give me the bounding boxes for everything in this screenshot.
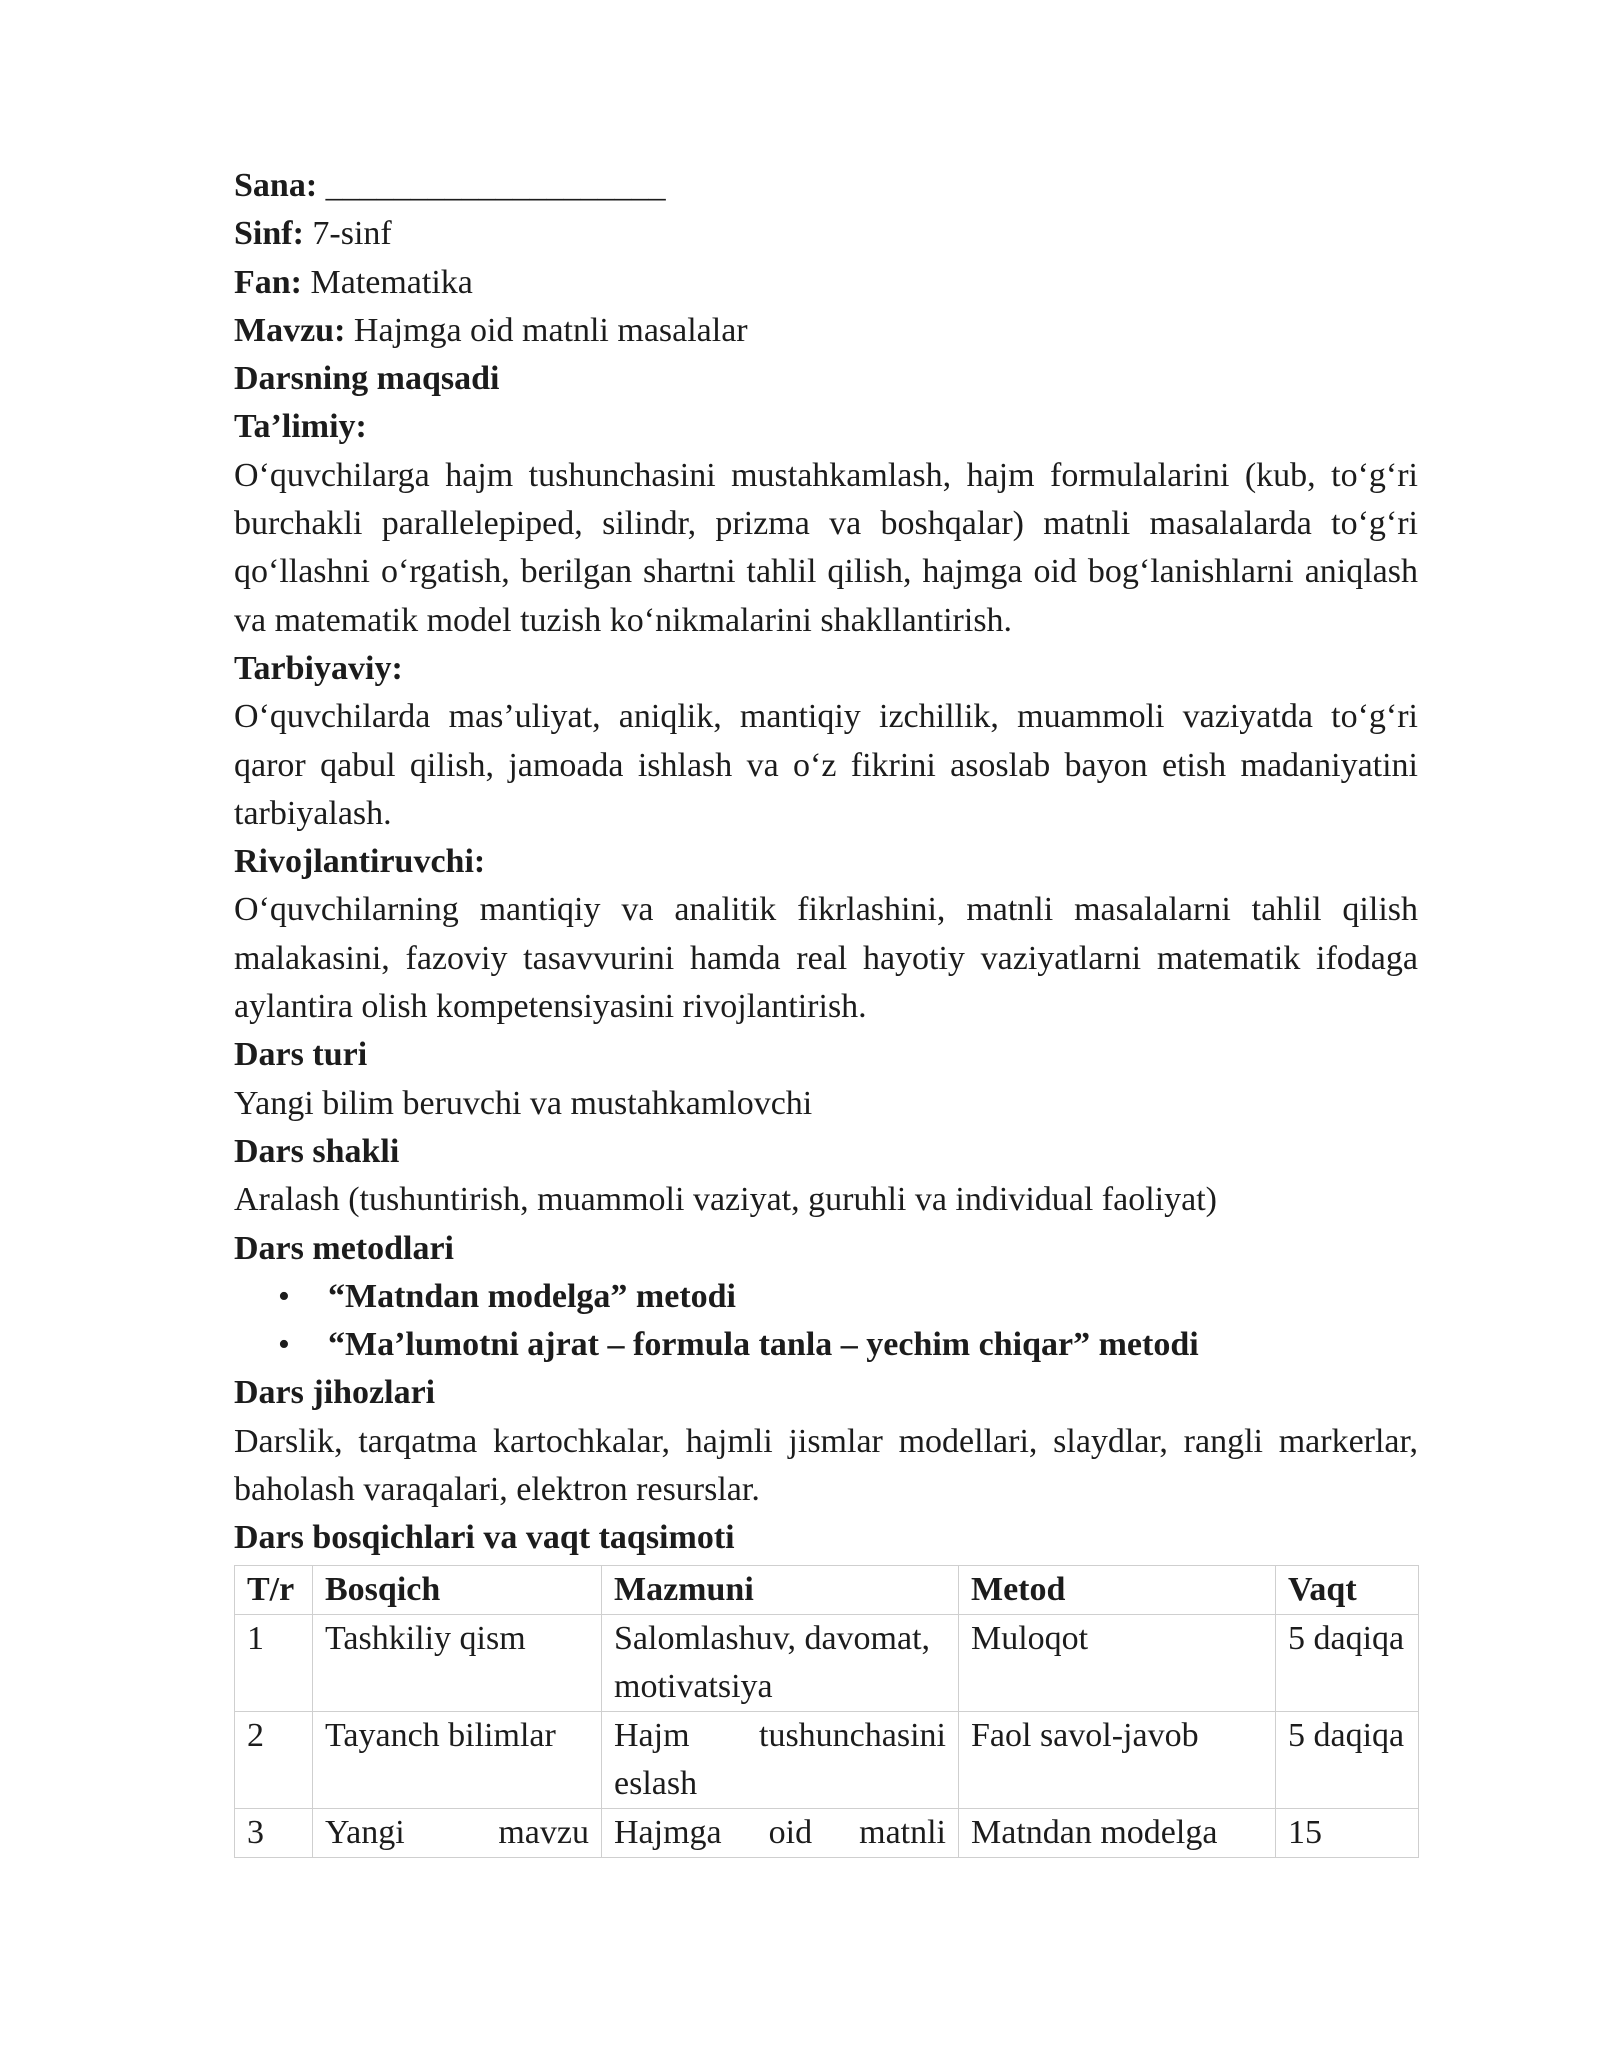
- table-cell: Muloqot: [959, 1614, 1276, 1711]
- stages-table: [234, 1565, 1419, 1858]
- table-cell: Tayanch bilimlar: [313, 1711, 602, 1808]
- sana-value: ____________________: [325, 167, 666, 204]
- document-page: [234, 162, 1418, 1858]
- table-row: [235, 1808, 1419, 1857]
- bullet-icon: •: [278, 1277, 290, 1315]
- table-cell: Faol savol-javob: [959, 1711, 1276, 1808]
- list-item: [234, 1321, 1418, 1369]
- methods-heading: Dars metodlari: [234, 1229, 455, 1267]
- talimiy-heading: Ta’limiy:: [234, 408, 367, 446]
- fan-line: [234, 259, 1418, 307]
- table-cell: 3: [235, 1808, 313, 1857]
- rivojlantiruvchi-heading: Rivojlantiruvchi:: [234, 843, 486, 881]
- talimiy-text: O‘quvchilarga hajm tushunchasini mustahkamlash, hajm formulalarini (kub, to‘g‘ri burchakli parallelepiped, silindr, prizma va boshqalar) matnli masalalarda to‘g‘ri qo‘llashni o‘rgatish, berilgan shartni tahlil qilish, hajmga oid bog‘lanishlarni aniqlash va matematik model tuzish ko‘nikmalarini shakllantirish.: [234, 456, 1418, 639]
- fan-value: Matematika: [310, 263, 473, 301]
- bullet-icon: •: [278, 1326, 290, 1364]
- rivojlantiruvchi-text: O‘quvchilarning mantiqiy va analitik fikrlashini, matnli masalalarni tahlil qilish malakasini, fazoviy tasavvurini hamda real hayotiy vaziyatlarni matematik ifodaga aylantira olish kompetensiyasini rivojlantirish.: [234, 891, 1418, 1026]
- column-header: Metod: [959, 1565, 1276, 1614]
- equipment-text: Darslik, tarqatma kartochkalar, hajmli jismlar modellari, slaydlar, rangli markerlar, baholash varaqalari, elektron resurslar.: [234, 1422, 1418, 1509]
- column-header: T/r: [235, 1565, 313, 1614]
- mavzu-value: Hajmga oid matnli masalalar: [353, 311, 748, 349]
- column-header: Mazmuni: [602, 1565, 959, 1614]
- lesson-type-text: Yangi bilim beruvchi va mustahkamlovchi: [234, 1084, 813, 1122]
- table-cell: Yangi mavzu: [313, 1808, 602, 1857]
- table-cell: 1: [235, 1614, 313, 1711]
- tarbiyaviy-text: O‘quvchilarda mas’uliyat, aniqlik, mantiqiy izchillik, muammoli vaziyatda to‘g‘ri qaror qabul qilish, jamoada ishlash va o‘z fikrini asoslab bayon etish madaniyatini tarbiyalash.: [234, 698, 1418, 832]
- lesson-type-heading: Dars turi: [234, 1036, 368, 1074]
- sinf-label: Sinf:: [234, 215, 304, 253]
- method-item-text: “Ma’lumotni ajrat – formula tanla – yechim chiqar” metodi: [328, 1326, 1199, 1364]
- methods-list: [234, 1273, 1418, 1370]
- table-header-row: [235, 1565, 1419, 1614]
- table-row: [235, 1711, 1419, 1808]
- table-cell: 15: [1276, 1808, 1419, 1857]
- fan-label: Fan:: [234, 263, 302, 301]
- sana-label: Sana:: [234, 167, 318, 204]
- sinf-value: 7-sinf: [312, 215, 392, 253]
- method-item-text: “Matndan modelga” metodi: [328, 1277, 736, 1315]
- table-cell: Tashkiliy qism: [313, 1614, 602, 1711]
- equipment-heading: Dars jihozlari: [234, 1374, 436, 1412]
- column-header: Bosqich: [313, 1565, 602, 1614]
- tarbiyaviy-heading: Tarbiyaviy:: [234, 649, 403, 687]
- table-cell: 5 daqiqa: [1276, 1711, 1419, 1808]
- table-cell: Matndan modelga: [959, 1808, 1276, 1857]
- lesson-form-text: Aralash (tushuntirish, muammoli vaziyat, guruhli va individual faoliyat): [234, 1181, 1217, 1219]
- table-cell: 5 daqiqa: [1276, 1614, 1419, 1711]
- table-cell: Salomlashuv, davomat, motivatsiya: [602, 1614, 959, 1711]
- list-item: [234, 1273, 1418, 1321]
- table-row: [235, 1614, 1419, 1711]
- column-header: Vaqt: [1276, 1565, 1419, 1614]
- stages-heading: Dars bosqichlari va vaqt taqsimoti: [234, 1519, 735, 1557]
- sinf-line: [234, 210, 1418, 258]
- sana-line: [234, 162, 1418, 210]
- table-cell: Hajm tushunchasini eslash: [602, 1711, 959, 1808]
- table-cell: 2: [235, 1711, 313, 1808]
- mavzu-line: [234, 307, 1418, 355]
- goals-heading: Darsning maqsadi: [234, 360, 500, 398]
- table-cell: Hajmga oid matnli: [602, 1808, 959, 1857]
- mavzu-label: Mavzu:: [234, 311, 346, 349]
- lesson-form-heading: Dars shakli: [234, 1132, 400, 1170]
